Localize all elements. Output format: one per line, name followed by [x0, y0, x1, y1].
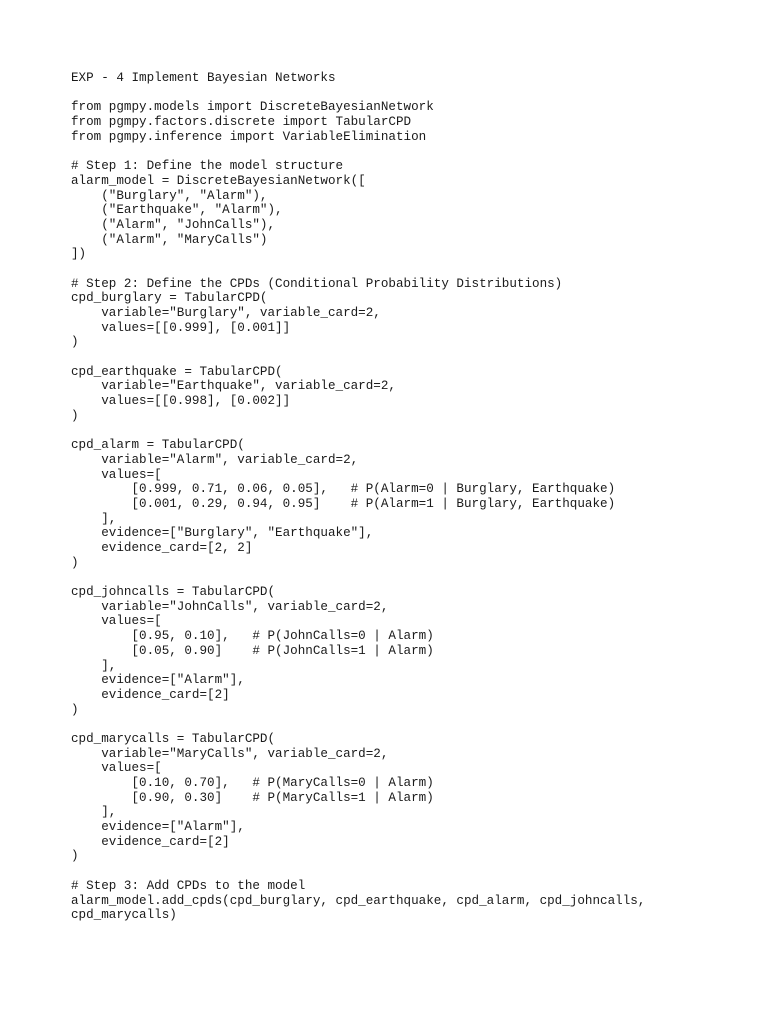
code-line: # Step 2: Define the CPDs (Conditional Probability Distributions) — [71, 276, 563, 291]
code-line: # Step 3: Add CPDs to the model — [71, 878, 306, 893]
code-line: values=[ — [71, 761, 162, 776]
code-line: # Step 1: Define the model structure — [71, 159, 344, 174]
code-line: variable="Burglary", variable_card=2, — [71, 306, 381, 320]
code-line: ("Alarm", "JohnCalls"), — [71, 217, 276, 232]
code-line: ) — [71, 555, 79, 570]
code-line: [0.10, 0.70], # P(MaryCalls=0 | Alarm) — [71, 776, 434, 790]
code-line: variable="Earthquake", variable_card=2, — [71, 379, 396, 394]
code-line: evidence_card=[2] — [71, 687, 230, 702]
code-line: cpd_marycalls) — [71, 908, 177, 923]
code-line: [0.95, 0.10], # P(JohnCalls=0 | Alarm) — [71, 629, 434, 644]
code-line: from pgmpy.models import DiscreteBayesianNetwork — [71, 100, 434, 115]
code-line: evidence=["Burglary", "Earthquake"], — [71, 526, 374, 541]
code-line: [0.001, 0.29, 0.94, 0.95] # P(Alarm=1 | Burglary, Earthquake) — [71, 496, 616, 511]
code-line: [0.05, 0.90] # P(JohnCalls=1 | Alarm) — [71, 643, 434, 658]
code-line: alarm_model.add_cpds(cpd_burglary, cpd_earthquake, cpd_alarm, cpd_johncalls, — [71, 893, 646, 908]
code-line: values=[ — [71, 614, 162, 629]
code-line — [71, 570, 761, 585]
code-line: ("Alarm", "MaryCalls") — [71, 232, 268, 247]
code-line: ]) — [71, 247, 87, 262]
code-line: cpd_johncalls = TabularCPD( — [71, 585, 276, 600]
code-listing — [71, 71, 761, 923]
code-line — [71, 424, 761, 439]
code-line: evidence_card=[2] — [71, 834, 230, 849]
code-line: evidence=["Alarm"], — [71, 820, 245, 835]
code-line: cpd_alarm = TabularCPD( — [71, 438, 245, 453]
code-line — [71, 86, 761, 101]
code-line: values=[ — [71, 467, 162, 482]
code-line: values=[[0.999], [0.001]] — [71, 320, 291, 335]
code-line: ], — [71, 511, 117, 526]
code-line: ) — [71, 702, 79, 717]
code-line: from pgmpy.inference import VariableElimination — [71, 129, 427, 144]
document-title: EXP - 4 Implement Bayesian Networks — [71, 71, 336, 85]
code-line: cpd_marycalls = TabularCPD( — [71, 731, 276, 746]
code-line — [71, 262, 761, 277]
code-line: from pgmpy.factors.discrete import TabularCPD — [71, 115, 412, 130]
code-line: ("Earthquake", "Alarm"), — [71, 203, 283, 218]
code-line: evidence_card=[2, 2] — [71, 541, 253, 555]
code-line — [71, 144, 761, 159]
code-line: [0.90, 0.30] # P(MaryCalls=1 | Alarm) — [71, 790, 434, 805]
code-line: variable="Alarm", variable_card=2, — [71, 452, 359, 467]
code-line: variable="JohnCalls", variable_card=2, — [71, 599, 389, 614]
code-line — [71, 350, 761, 365]
code-line: cpd_burglary = TabularCPD( — [71, 291, 268, 306]
code-line: alarm_model = DiscreteBayesianNetwork([ — [71, 173, 366, 188]
code-line: cpd_earthquake = TabularCPD( — [71, 364, 283, 379]
code-line — [71, 864, 761, 879]
code-line: variable="MaryCalls", variable_card=2, — [71, 746, 389, 761]
code-line: ) — [71, 849, 79, 864]
code-line: ], — [71, 658, 117, 673]
code-line: ("Burglary", "Alarm"), — [71, 188, 268, 203]
code-line: ) — [71, 335, 79, 350]
code-line: ) — [71, 408, 79, 423]
code-line: ], — [71, 805, 117, 820]
code-line: evidence=["Alarm"], — [71, 673, 245, 688]
code-line — [71, 717, 761, 732]
code-line: values=[[0.998], [0.002]] — [71, 394, 291, 409]
code-line: [0.999, 0.71, 0.06, 0.05], # P(Alarm=0 | Burglary, Earthquake) — [71, 482, 616, 497]
